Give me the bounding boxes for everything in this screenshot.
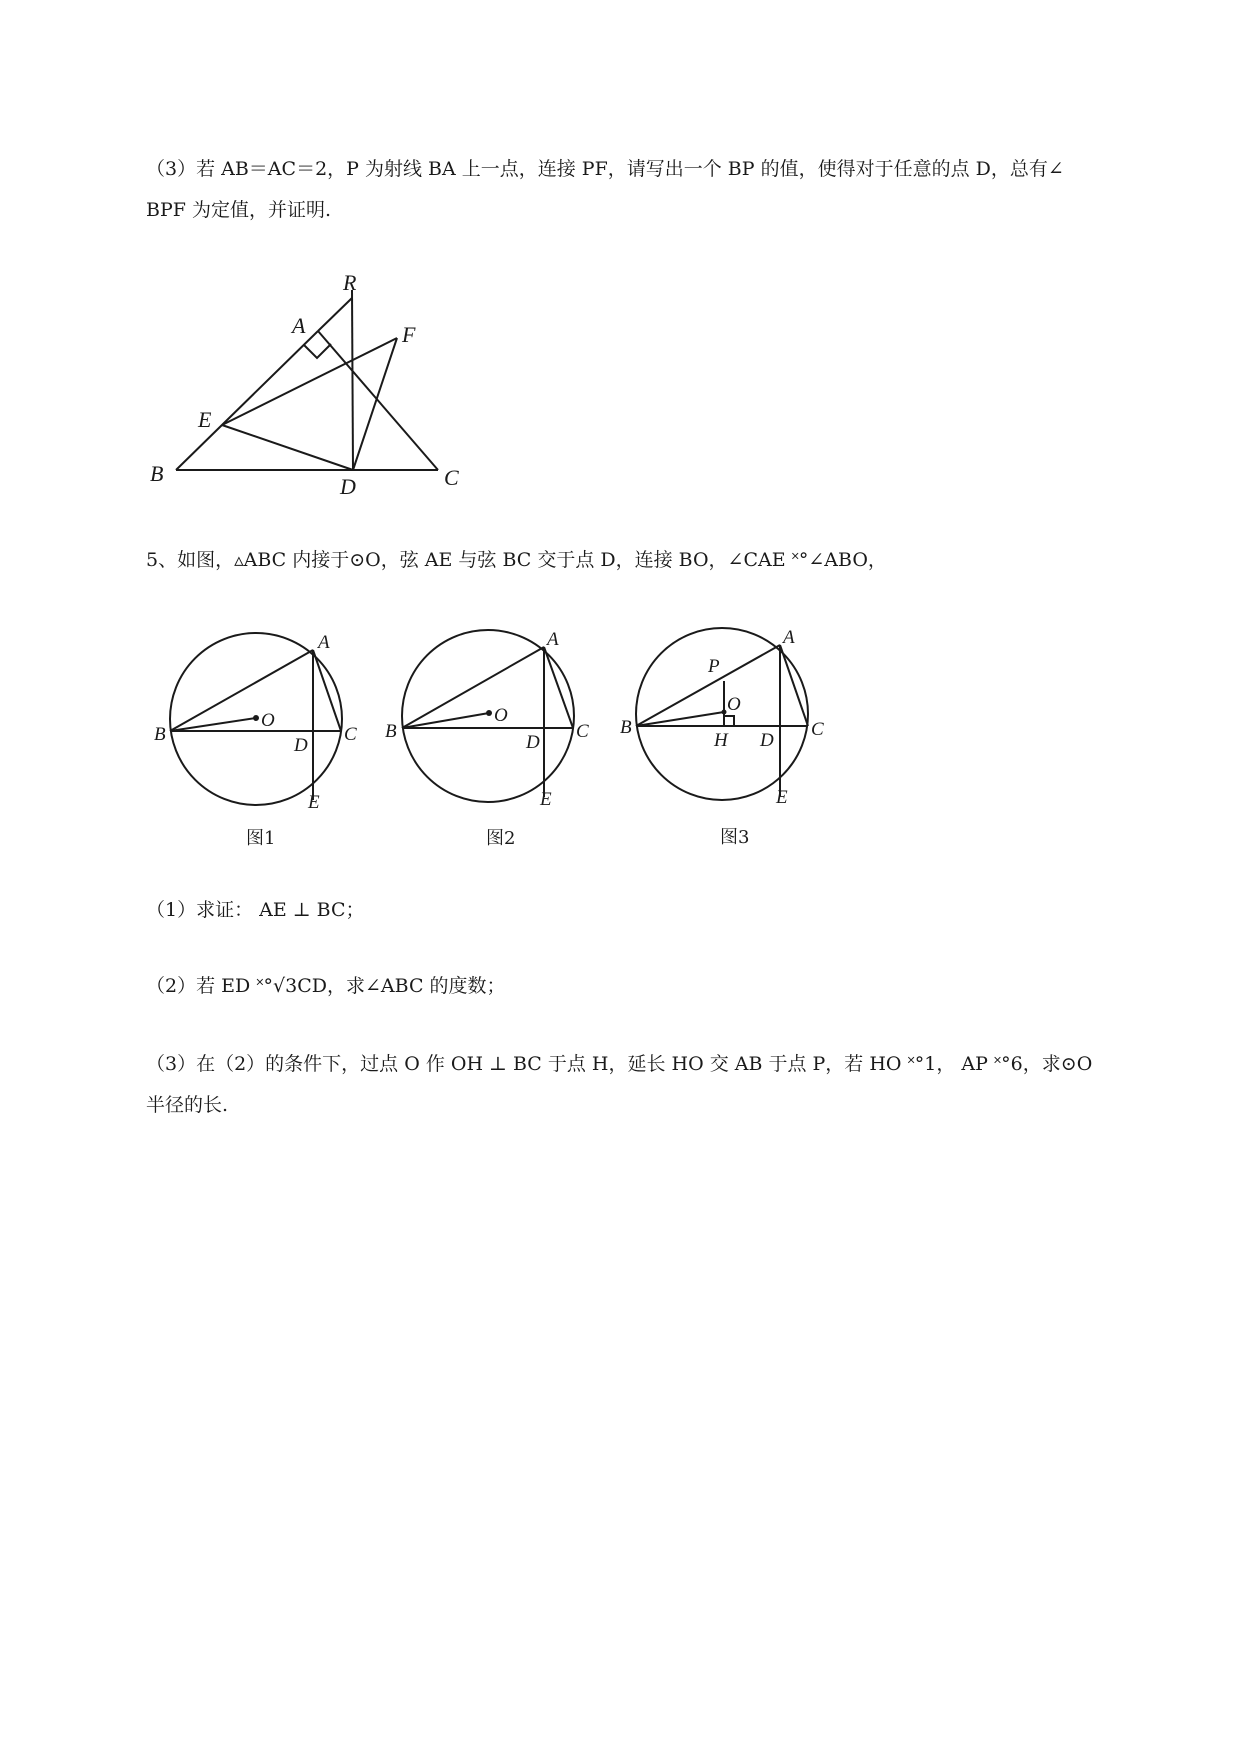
- question-5-part-3-line-1: （3）在（2）的条件下，过点 O 作 OH ⊥ BC 于点 H，延长 HO 交 AB 于点 P，若 HO ˟°1， AP ˟°6，求⊙O: [146, 1053, 1093, 1075]
- fig1-label-A: A: [318, 632, 330, 653]
- question-5-part-1: （1）求证： AE ⊥ BC；: [146, 899, 365, 921]
- label-R: R: [343, 270, 357, 295]
- fig1-label-O: O: [261, 710, 275, 731]
- question-3-line-2: BPF 为定值，并证明.: [146, 199, 332, 221]
- question-3-line-1: （3）若 AB＝AC＝2，P 为射线 BA 上一点，连接 PF，请写出一个 BP 的值，使得对于任意的点 D，总有∠: [146, 158, 1064, 180]
- fig1-label-D: D: [294, 735, 308, 756]
- fig2-label-B: B: [385, 721, 397, 742]
- label-B: B: [150, 461, 164, 486]
- label-A: A: [292, 313, 306, 338]
- fig3-label-D: D: [760, 730, 774, 751]
- figure-3: [620, 627, 824, 848]
- figure-2: [385, 629, 589, 849]
- fig2-label-D: D: [526, 732, 540, 753]
- label-E: E: [198, 407, 212, 432]
- fig3-label-E: E: [776, 787, 788, 808]
- fig3-label-C: C: [811, 719, 824, 740]
- fig1-label-E: E: [308, 792, 320, 813]
- fig1-label-C: C: [344, 724, 357, 745]
- fig2-label-O: O: [494, 705, 508, 726]
- fig3-label-O: O: [727, 694, 741, 715]
- fig2-label-E: E: [540, 789, 552, 810]
- figure-2-caption: 图2: [486, 828, 516, 849]
- figure-1-caption: 图1: [246, 828, 276, 849]
- label-C: C: [444, 465, 459, 490]
- question-5-part-2: （2）若 ED ˟°√3CD，求∠ABC 的度数；: [146, 975, 506, 997]
- fig1-label-B: B: [154, 724, 166, 745]
- question-5-part-3-line-2: 半径的长.: [146, 1094, 229, 1116]
- figure-3-caption: 图3: [720, 827, 750, 848]
- label-D: D: [340, 474, 356, 499]
- fig3-label-P: P: [708, 656, 720, 677]
- fig2-label-A: A: [547, 629, 559, 650]
- fig3-label-A: A: [783, 627, 795, 648]
- figure-1: [154, 632, 357, 849]
- fig3-label-H: H: [714, 730, 728, 751]
- question-5-stem: 5、如图，▵ABC 内接于⊙O，弦 AE 与弦 BC 交于点 D，连接 BO，∠CAE ˟°∠ABO，: [146, 549, 887, 571]
- fig2-label-C: C: [576, 721, 589, 742]
- label-F: F: [402, 322, 416, 347]
- fig3-label-B: B: [620, 717, 632, 738]
